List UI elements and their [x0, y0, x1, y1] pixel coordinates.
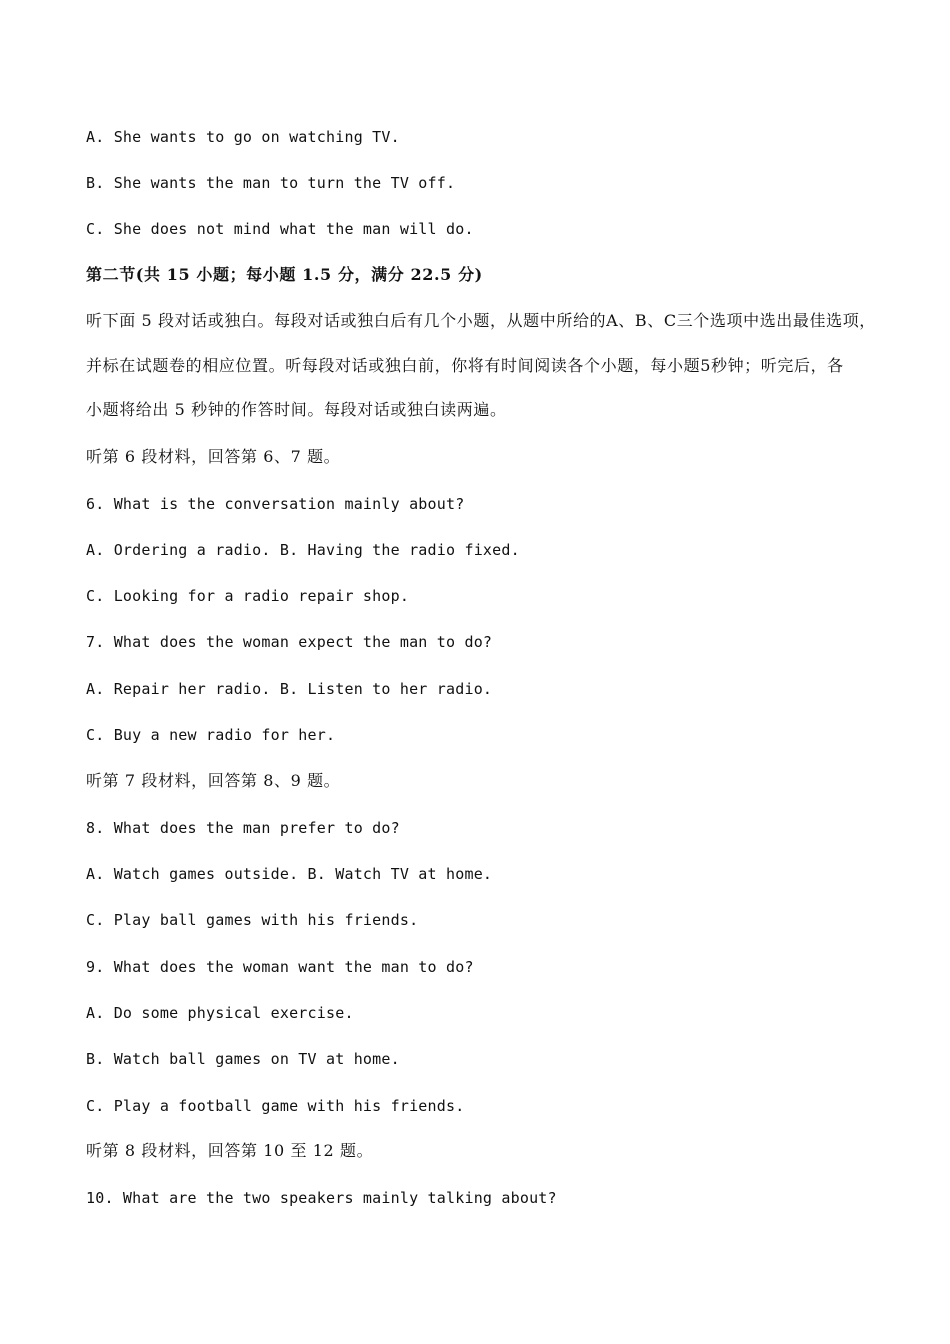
option-line: C. Looking for a radio repair shop.	[86, 587, 410, 605]
option-line: A. Watch games outside. B. Watch TV at home.	[86, 865, 493, 883]
option-line: A. She wants to go on watching TV.	[86, 128, 400, 146]
question-line: 10. What are the two speakers mainly talking about?	[86, 1189, 557, 1207]
question-line: 7. What does the woman expect the man to do?	[86, 633, 493, 651]
option-line: C. She does not mind what the man will do.	[86, 220, 474, 238]
instruction-line: 并标在试题卷的相应位置。听每段对话或独白前，你将有时间阅读各个小题，每小题5秒钟；听完后，各	[86, 356, 844, 375]
option-line: A. Repair her radio. B. Listen to her radio.	[86, 680, 493, 698]
option-line: A. Ordering a radio. B. Having the radio fixed.	[86, 541, 520, 559]
instruction-line: 听下面 5 段对话或独白。每段对话或独白后有几个小题，从题中所给的A、B、C三个选项中选出最佳选项，	[86, 311, 876, 330]
material-heading: 听第 8 段材料，回答第 10 至 12 题。	[86, 1141, 374, 1160]
option-line: A. Do some physical exercise.	[86, 1004, 354, 1022]
material-heading: 听第 7 段材料，回答第 8、9 题。	[86, 771, 341, 790]
section-heading: 第二节(共 15 小题；每小题 1.5 分，满分 22.5 分)	[86, 265, 483, 284]
option-line: B. Watch ball games on TV at home.	[86, 1050, 400, 1068]
option-line: C. Buy a new radio for her.	[86, 726, 336, 744]
question-line: 6. What is the conversation mainly about?	[86, 495, 465, 513]
option-line: B. She wants the man to turn the TV off.	[86, 174, 456, 192]
question-line: 9. What does the woman want the man to do?	[86, 958, 474, 976]
option-line: C. Play a football game with his friends.	[86, 1097, 465, 1115]
option-line: C. Play ball games with his friends.	[86, 911, 419, 929]
material-heading: 听第 6 段材料，回答第 6、7 题。	[86, 447, 341, 466]
question-line: 8. What does the man prefer to do?	[86, 819, 400, 837]
instruction-line: 小题将给出 5 秒钟的作答时间。每段对话或独白读两遍。	[86, 400, 507, 419]
